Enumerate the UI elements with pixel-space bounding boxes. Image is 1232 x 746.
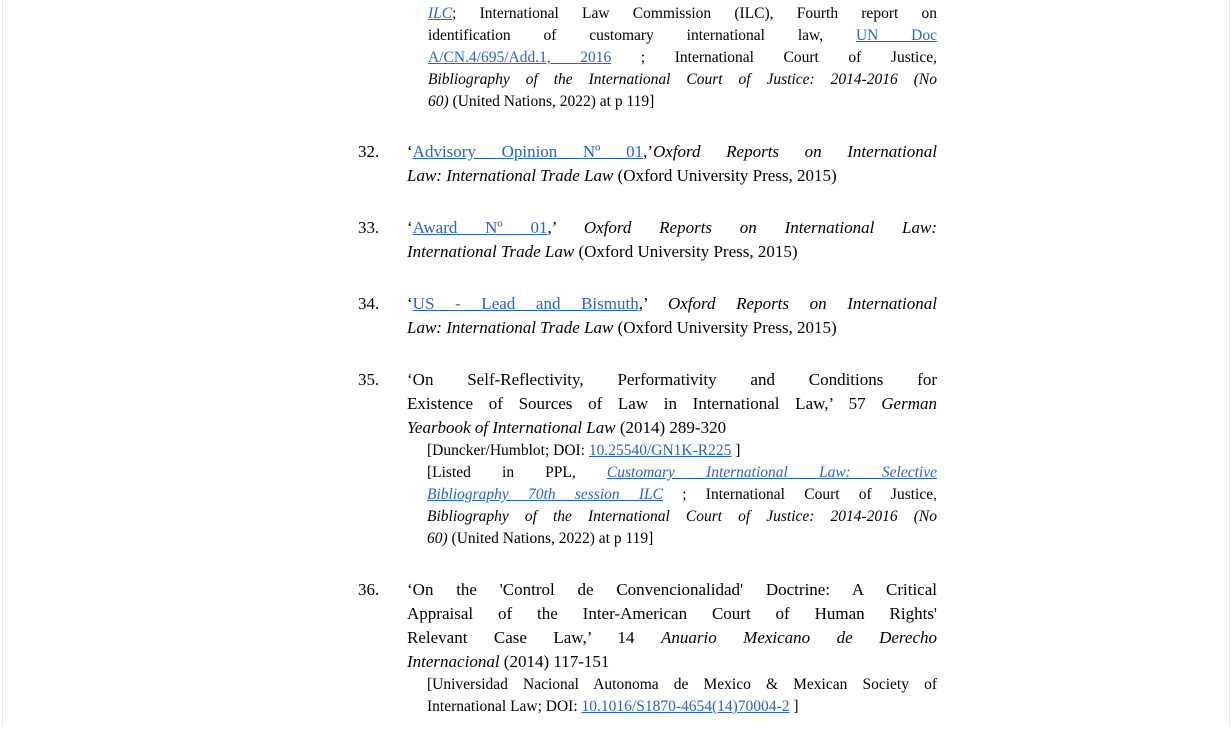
bibliography-list [358, 140, 937, 718]
plain-text: ‘On the 'Control de Convencionalidad' Doctrine: A Critical [407, 580, 937, 599]
plain-text: ‘ [407, 218, 413, 237]
entry-body [407, 140, 937, 188]
bibliography-entry [358, 368, 937, 550]
italic-text: Anuario Mexicano de Derecho [661, 628, 938, 647]
plain-text: (United Nations, 2022) at p 119] [447, 530, 654, 547]
text-line [407, 316, 937, 340]
plain-text: (2014) 289-320 [615, 418, 727, 437]
text-line [407, 392, 937, 416]
plain-text: ; International Court of Justice, [611, 49, 937, 66]
entry-body [407, 216, 937, 264]
italic-text: 60) [427, 530, 448, 547]
text-line [427, 462, 937, 484]
plain-text: ] [789, 698, 799, 715]
page-edge-right [1229, 0, 1230, 726]
italic-text: 60) [428, 93, 449, 110]
text-line [407, 240, 937, 264]
bibliography-entry [358, 216, 937, 264]
entry-number: 34. [358, 294, 380, 313]
text-line [407, 292, 937, 316]
hyperlink[interactable]: UN Doc [855, 27, 937, 44]
plain-text: (2014) 117-151 [499, 652, 610, 671]
hyperlink[interactable]: 10.1016/S1870-4654(14)70004-2 [581, 698, 790, 715]
text-line [427, 484, 937, 506]
entry-body [407, 292, 937, 340]
italic-text: Yearbook of International Law [407, 418, 616, 437]
text-line [407, 602, 937, 626]
hyperlink[interactable]: Customary International Law: Selective [606, 464, 937, 481]
entry-number: 35. [358, 370, 380, 389]
italic-text: Internacional [407, 652, 500, 671]
text-line [407, 164, 937, 188]
entry-annotation [407, 674, 937, 718]
plain-text: (Oxford University Press, 2015) [613, 166, 837, 185]
plain-text: ‘ [407, 142, 413, 161]
text-line [407, 368, 937, 392]
plain-text: (United Nations, 2022) at p 119] [448, 93, 655, 110]
entry-31-continuation-annotation [428, 3, 937, 113]
plain-text: Existence of Sources of Law in International Law,’ 57 [407, 394, 882, 413]
entry-body [407, 578, 937, 718]
bibliography-entry [358, 292, 937, 340]
text-line [427, 674, 937, 696]
plain-text: ; International Law Commission (ILC), Fourth report on [452, 5, 937, 22]
italic-text: Law: International Trade Law [407, 318, 614, 337]
plain-text: identification of customary international law, [428, 27, 856, 44]
hyperlink[interactable]: A/CN.4/695/Add.1, 2016 [428, 49, 612, 66]
entry-annotation [407, 440, 937, 550]
hyperlink[interactable]: US - Lead and Bismuth [412, 294, 639, 313]
text-line [407, 216, 937, 240]
italic-text: Law: International Trade Law [407, 166, 614, 185]
text-line [407, 140, 937, 164]
italic-text: Oxford Reports on International [653, 142, 937, 161]
hyperlink[interactable]: Bibliography 70th session ILC [427, 486, 663, 503]
plain-text: (Oxford University Press, 2015) [613, 318, 837, 337]
plain-text: ,’ [643, 142, 653, 161]
hyperlink[interactable]: Award Nº 01 [412, 218, 548, 237]
text-line [407, 416, 937, 440]
plain-text: Appraisal of the Inter-American Court of Human Rights' [407, 604, 937, 623]
plain-text: ‘ [407, 294, 413, 313]
italic-text: Bibliography of the International Court of Justice: 2014-2016 (No [427, 508, 937, 525]
italic-text: Oxford Reports on International [667, 294, 937, 313]
plain-text: ,’ [547, 218, 584, 237]
plain-text: [Listed in PPL, [427, 464, 607, 481]
italic-text: International Trade Law [407, 242, 575, 261]
text-line [428, 3, 937, 25]
hyperlink[interactable]: ILC [428, 5, 453, 22]
text-line [407, 578, 937, 602]
text-line [407, 626, 937, 650]
bibliography-entry [358, 140, 937, 188]
text-line [428, 25, 937, 47]
entry-body [407, 368, 937, 550]
italic-text: German [881, 394, 937, 413]
entry-number: 33. [358, 218, 380, 237]
page-edge-left [2, 0, 3, 726]
hyperlink[interactable]: 10.25540/GN1K-R225 [588, 442, 732, 459]
plain-text: International Law; DOI: [427, 698, 582, 715]
plain-text: ‘On Self-Reflectivity, Performativity and Conditions for [407, 370, 937, 389]
text-line [427, 506, 937, 528]
text-line [428, 69, 937, 91]
plain-text: ,’ [638, 294, 668, 313]
document-page [358, 3, 937, 746]
entry-number: 36. [358, 580, 380, 599]
italic-text: Oxford Reports on International Law: [583, 218, 938, 237]
entry-number: 32. [358, 142, 380, 161]
text-line [427, 696, 937, 718]
plain-text: ] [731, 442, 741, 459]
hyperlink[interactable]: Advisory Opinion Nº 01 [412, 142, 644, 161]
plain-text: [Duncker/Humblot; DOI: [427, 442, 589, 459]
text-line [407, 650, 937, 674]
plain-text: Relevant Case Law,’ 14 [407, 628, 661, 647]
text-line [428, 91, 937, 113]
plain-text: [Universidad Nacional Autonoma de Mexico & Mexican Society of [427, 676, 937, 693]
italic-text: Bibliography of the International Court of Justice: 2014-2016 (No [428, 71, 937, 88]
text-line [427, 528, 937, 550]
bibliography-entry [358, 578, 937, 718]
text-line [428, 47, 937, 69]
plain-text: (Oxford University Press, 2015) [574, 242, 798, 261]
text-line [427, 440, 937, 462]
plain-text: ; International Court of Justice, [663, 486, 937, 503]
